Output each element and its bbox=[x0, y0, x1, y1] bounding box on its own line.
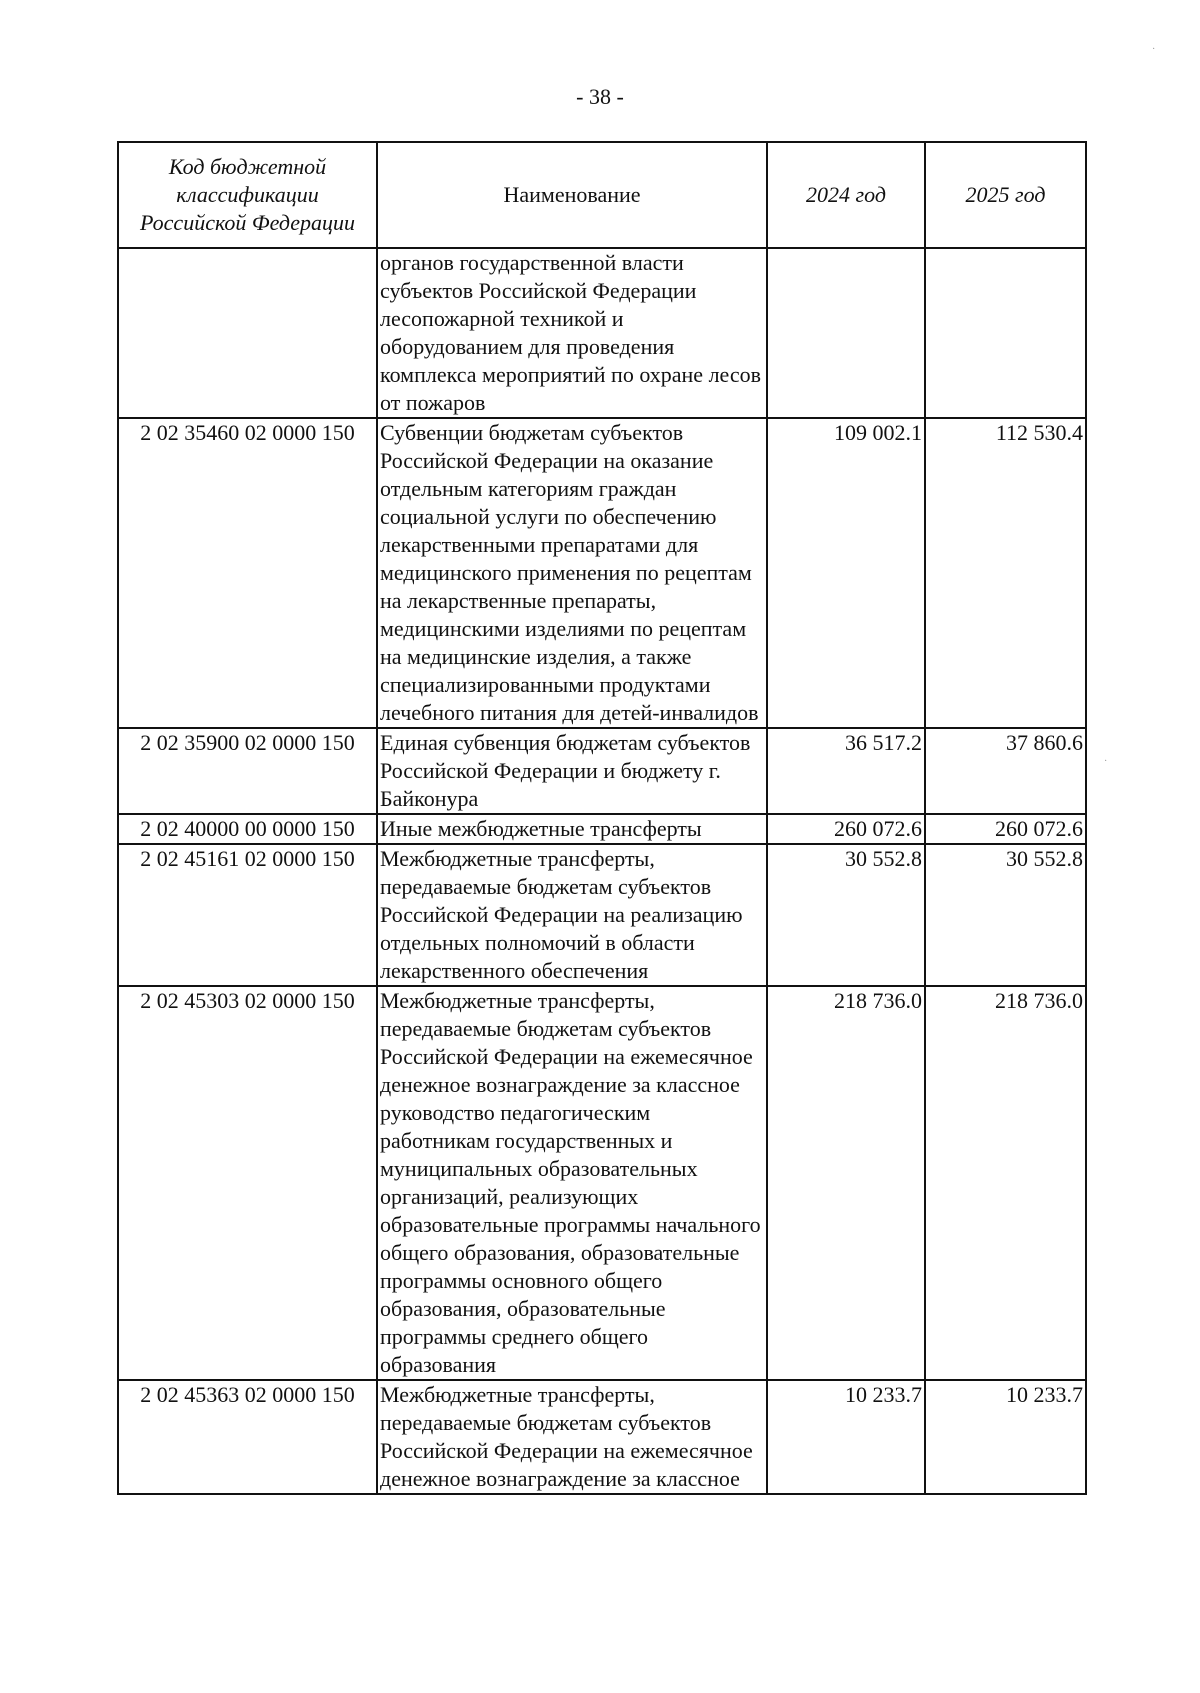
table-row bbox=[118, 814, 1086, 844]
table-body bbox=[118, 248, 1086, 1494]
row-value-2025: 218 736.0 bbox=[925, 986, 1086, 1380]
table-row bbox=[118, 844, 1086, 986]
row-value-2024: 260 072.6 bbox=[767, 814, 925, 844]
header-year-2024: 2024 год bbox=[767, 142, 925, 248]
scan-speck: · bbox=[1152, 44, 1156, 55]
row-value-2024: 30 552.8 bbox=[767, 844, 925, 986]
row-name: Межбюджетные трансферты, передаваемые бюджетам субъектов Российской Федерации на ежемесячное денежное вознаграждение за классное руководство педагогическим работникам государственных и муниципальных образовательных организаций, реализующих образовательные программы начального общего образования, образовательные программы основного общего образования, образовательные программы среднего общего образования bbox=[377, 986, 767, 1380]
row-value-2025 bbox=[925, 248, 1086, 418]
row-value-2024: 109 002.1 bbox=[767, 418, 925, 728]
scan-speck: · bbox=[1104, 756, 1108, 767]
row-code: 2 02 45303 02 0000 150 bbox=[118, 986, 377, 1380]
header-code: Код бюджетной классификации Российской Федерации bbox=[118, 142, 377, 248]
row-value-2025: 37 860.6 bbox=[925, 728, 1086, 814]
row-name: Единая субвенция бюджетам субъектов Российской Федерации и бюджету г. Байконура bbox=[377, 728, 767, 814]
row-code: 2 02 45161 02 0000 150 bbox=[118, 844, 377, 986]
row-code: 2 02 35900 02 0000 150 bbox=[118, 728, 377, 814]
row-value-2025: 10 233.7 bbox=[925, 1380, 1086, 1494]
table-row bbox=[118, 248, 1086, 418]
table-row bbox=[118, 1380, 1086, 1494]
row-name: Иные межбюджетные трансферты bbox=[377, 814, 767, 844]
row-value-2025: 260 072.6 bbox=[925, 814, 1086, 844]
table-row bbox=[118, 418, 1086, 728]
row-value-2024: 10 233.7 bbox=[767, 1380, 925, 1494]
row-value-2024 bbox=[767, 248, 925, 418]
row-code: 2 02 35460 02 0000 150 bbox=[118, 418, 377, 728]
row-name: Субвенции бюджетам субъектов Российской Федерации на оказание отдельным категориям граждан социальной услуги по обеспечению лекарственными препаратами для медицинского применения по рецептам на лекарственные препараты, медицинскими изделиями по рецептам на медицинские изделия, а также специализированными продуктами лечебного питания для детей-инвалидов bbox=[377, 418, 767, 728]
header-row bbox=[118, 142, 1086, 248]
row-value-2025: 112 530.4 bbox=[925, 418, 1086, 728]
row-value-2025: 30 552.8 bbox=[925, 844, 1086, 986]
page-number: - 38 - bbox=[576, 84, 624, 109]
row-code: 2 02 40000 00 0000 150 bbox=[118, 814, 377, 844]
table-header bbox=[118, 142, 1086, 248]
row-code: 2 02 45363 02 0000 150 bbox=[118, 1380, 377, 1494]
table-row bbox=[118, 986, 1086, 1380]
row-value-2024: 218 736.0 bbox=[767, 986, 925, 1380]
row-code bbox=[118, 248, 377, 418]
budget-table bbox=[117, 141, 1087, 1495]
header-year-2025: 2025 год bbox=[925, 142, 1086, 248]
header-name: Наименование bbox=[377, 142, 767, 248]
row-name: Межбюджетные трансферты, передаваемые бюджетам субъектов Российской Федерации на реализацию отдельных полномочий в области лекарственного обеспечения bbox=[377, 844, 767, 986]
table-row bbox=[118, 728, 1086, 814]
row-value-2024: 36 517.2 bbox=[767, 728, 925, 814]
row-name: органов государственной власти субъектов Российской Федерации лесопожарной техникой и оборудованием для проведения комплекса мероприятий по охране лесов от пожаров bbox=[377, 248, 767, 418]
row-name: Межбюджетные трансферты, передаваемые бюджетам субъектов Российской Федерации на ежемесячное денежное вознаграждение за классное bbox=[377, 1380, 767, 1494]
